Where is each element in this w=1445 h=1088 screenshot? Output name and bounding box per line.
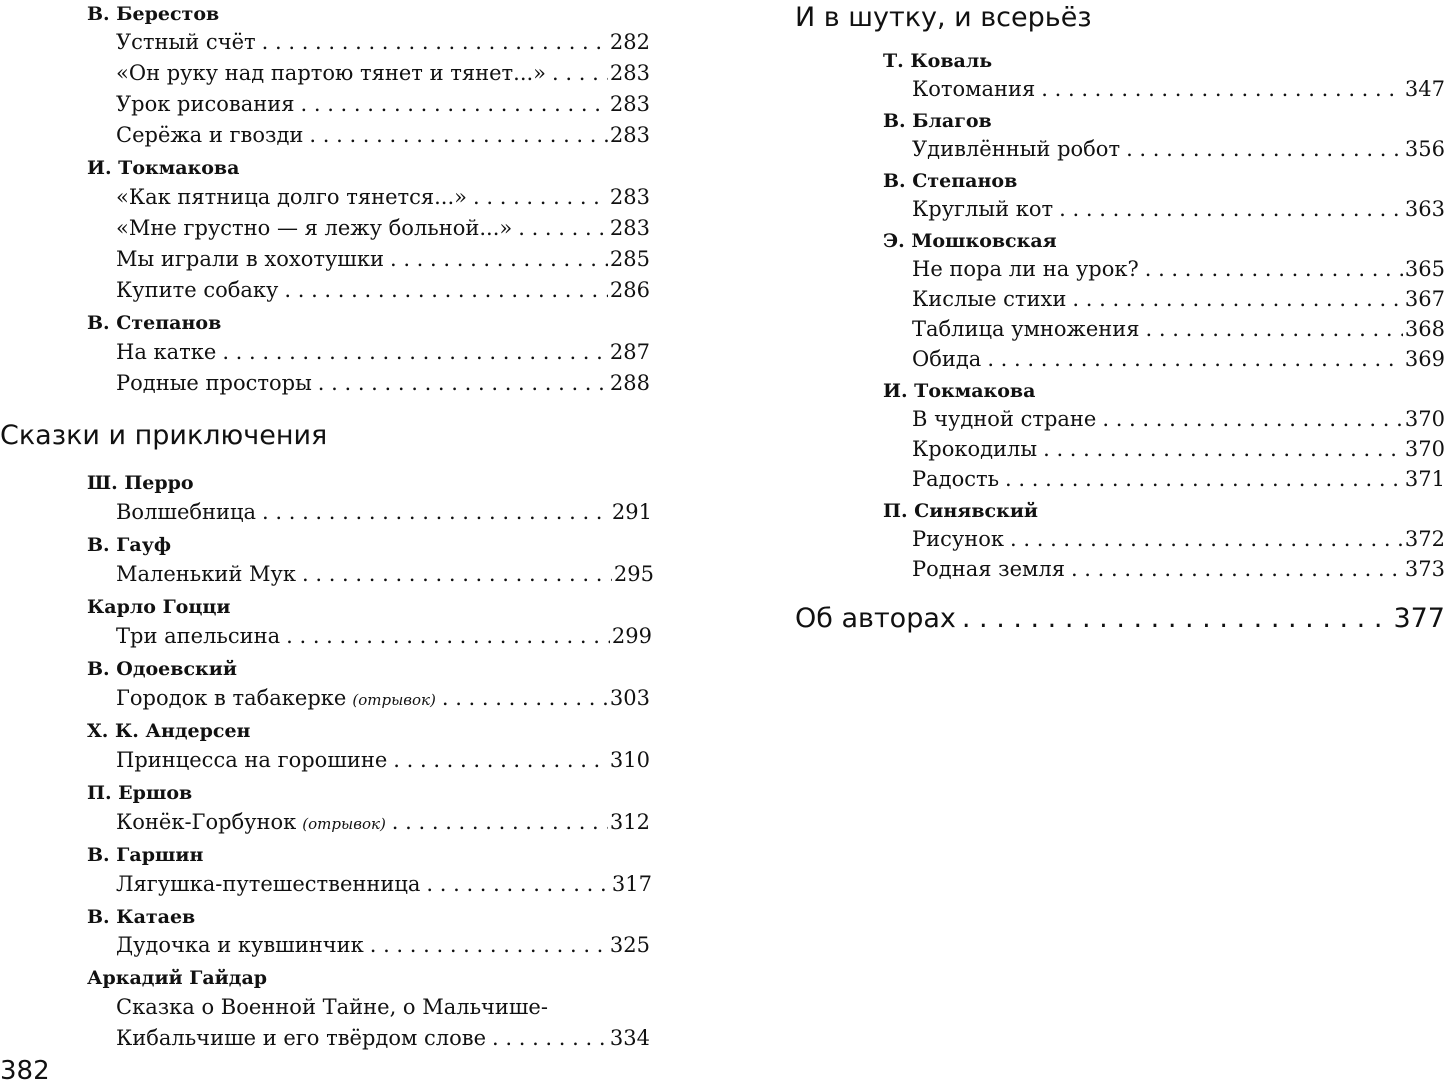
entry-title: Конёк-Горбунок <box>116 810 297 834</box>
section-title: И в шутку, и всерьёз <box>795 2 1092 33</box>
entry-title: Круглый кот <box>912 197 1054 221</box>
leader-dots <box>1041 76 1403 102</box>
entry-page: 365 <box>1404 257 1445 281</box>
toc-entry[interactable] <box>912 136 1445 162</box>
entry-page: 286 <box>609 278 650 302</box>
entry-page: 317 <box>611 872 652 896</box>
entry-title: Об авторах <box>795 603 956 634</box>
entry-title: Купите собаку <box>116 278 279 302</box>
entry-title: Лягушка-путешественница <box>116 872 421 896</box>
entry-title: Радость <box>912 467 1000 491</box>
toc-author: В. Степанов <box>87 312 222 334</box>
toc-entry[interactable] <box>912 286 1445 312</box>
entry-title: Удивлённый робот <box>912 137 1121 161</box>
leader-dots <box>1010 526 1403 552</box>
entry-title: Маленький Мук <box>116 562 296 586</box>
leader-dots <box>318 370 608 396</box>
toc-entry[interactable] <box>116 1025 650 1051</box>
toc-author: Ш. Перро <box>87 472 194 494</box>
entry-page: 369 <box>1404 347 1445 371</box>
entry-title: «Мне грустно — я лежу больной...» <box>116 216 513 240</box>
leader-dots <box>222 339 608 365</box>
toc-author: Т. Коваль <box>883 50 993 72</box>
entry-page: 283 <box>609 123 650 147</box>
entry-title: Принцесса на горошине <box>116 748 388 772</box>
leader-dots <box>552 60 608 86</box>
leader-dots <box>262 499 610 525</box>
entry-page: 288 <box>609 371 650 395</box>
toc-entry[interactable] <box>912 196 1445 222</box>
entry-page: 282 <box>609 30 650 54</box>
entry-title-line1[interactable]: Сказка о Военной Тайне, о Мальчише- <box>116 995 548 1019</box>
entry-title: Три апельсина <box>116 624 281 648</box>
entry-page: 283 <box>609 92 650 116</box>
leader-dots <box>1071 556 1403 582</box>
toc-entry[interactable] <box>912 346 1445 372</box>
toc-author: Аркадий Гайдар <box>87 967 268 989</box>
leader-dots <box>1145 256 1403 282</box>
leader-dots <box>309 122 608 148</box>
entry-page: 325 <box>609 933 650 957</box>
entry-title: «Он руку над партою тянет и тянет...» <box>116 61 547 85</box>
toc-entry[interactable] <box>116 339 650 365</box>
toc-entry[interactable] <box>912 556 1445 582</box>
entry-title: Не пора ли на урок? <box>912 257 1139 281</box>
section-title: Сказки и приключения <box>0 420 328 451</box>
leader-dots <box>1059 196 1403 222</box>
toc-entry[interactable] <box>912 466 1445 492</box>
entry-page: 371 <box>1404 467 1445 491</box>
entry-page: 299 <box>611 624 652 648</box>
toc-author: В. Степанов <box>883 170 1018 192</box>
leader-dots <box>962 603 1392 635</box>
entry-title: Рисунок <box>912 527 1005 551</box>
leader-dots <box>301 91 608 117</box>
toc-author: П. Ершов <box>87 782 193 804</box>
toc-author: В. Гаршин <box>87 844 204 866</box>
entry-title: Кибальчише и его твёрдом слове <box>116 1026 487 1050</box>
toc-entry[interactable] <box>116 277 650 303</box>
toc-entry[interactable] <box>116 932 650 958</box>
entry-title: Устный счёт <box>116 30 256 54</box>
leader-dots <box>426 871 610 897</box>
toc-author: В. Берестов <box>87 3 220 25</box>
entry-title: Волшебница <box>116 500 257 524</box>
toc-author: В. Благов <box>883 110 992 132</box>
entry-page: 303 <box>609 686 650 710</box>
leader-dots <box>390 246 608 272</box>
entry-title: Родная земля <box>912 557 1065 581</box>
entry-page: 283 <box>609 216 650 240</box>
toc-author: П. Синявский <box>883 500 1039 522</box>
toc-entry[interactable] <box>912 406 1445 432</box>
leader-dots <box>393 747 608 773</box>
leader-dots <box>1126 136 1403 162</box>
toc-author: В. Гауф <box>87 534 172 556</box>
entry-page: 367 <box>1404 287 1445 311</box>
toc-author: Э. Мошковская <box>883 230 1057 252</box>
entry-note: (отрывок) <box>352 691 436 709</box>
toc-entry[interactable] <box>116 747 650 773</box>
leader-dots <box>987 346 1403 372</box>
leader-dots <box>1146 316 1403 342</box>
toc-entry-about-authors[interactable] <box>795 603 1445 635</box>
entry-title: В чудной стране <box>912 407 1097 431</box>
toc-entry[interactable] <box>912 316 1445 342</box>
entry-note: (отрывок) <box>302 815 386 833</box>
entry-page: 370 <box>1404 407 1445 431</box>
entry-title: Обида <box>912 347 982 371</box>
toc-entry[interactable] <box>116 499 652 525</box>
entry-page: 347 <box>1404 77 1445 101</box>
toc-author: И. Токмакова <box>87 157 240 179</box>
entry-page: 334 <box>609 1026 650 1050</box>
toc-entry[interactable] <box>912 436 1445 462</box>
entry-page: 295 <box>613 562 654 586</box>
entry-page: 356 <box>1404 137 1445 161</box>
leader-dots <box>1102 406 1403 432</box>
toc-entry[interactable] <box>912 526 1445 552</box>
toc-entry[interactable] <box>116 91 650 117</box>
entry-page: 310 <box>609 748 650 772</box>
page-number: 382 <box>0 1056 50 1086</box>
entry-page: 372 <box>1404 527 1445 551</box>
entry-title: Котомания <box>912 77 1036 101</box>
toc-entry[interactable] <box>116 370 650 396</box>
entry-title: Кислые стихи <box>912 287 1067 311</box>
toc-entry[interactable] <box>116 29 650 55</box>
leader-dots <box>286 623 610 649</box>
toc-author: В. Одоевский <box>87 658 237 680</box>
entry-title: Крокодилы <box>912 437 1038 461</box>
leader-dots <box>302 561 612 587</box>
toc-author: И. Токмакова <box>883 380 1036 402</box>
toc-author: Х. К. Андерсен <box>87 720 251 742</box>
entry-page: 373 <box>1404 557 1445 581</box>
toc-entry[interactable] <box>116 809 650 837</box>
toc-author: В. Катаев <box>87 906 196 928</box>
leader-dots <box>392 809 608 835</box>
toc-entry[interactable] <box>116 246 650 272</box>
entry-page: 370 <box>1404 437 1445 461</box>
entry-page: 285 <box>609 247 650 271</box>
leader-dots <box>1072 286 1403 312</box>
entry-page: 312 <box>609 810 650 834</box>
toc-entry[interactable] <box>116 60 650 86</box>
leader-dots <box>442 685 608 711</box>
entry-title: Урок рисования <box>116 92 295 116</box>
entry-page: 377 <box>1393 603 1445 634</box>
entry-title: На катке <box>116 340 217 364</box>
entry-title: Родные просторы <box>116 371 312 395</box>
leader-dots <box>370 932 608 958</box>
entry-title: Серёжа и гвозди <box>116 123 304 147</box>
entry-title: Городок в табакерке <box>116 686 347 710</box>
leader-dots <box>262 29 608 55</box>
entry-page: 283 <box>609 185 650 209</box>
entry-page: 363 <box>1404 197 1445 221</box>
leader-dots <box>518 215 608 241</box>
entry-title: Таблица умножения <box>912 317 1140 341</box>
toc-entry[interactable] <box>116 623 652 649</box>
toc-entry[interactable] <box>116 561 654 587</box>
toc-entry[interactable] <box>912 76 1445 102</box>
entry-title: Мы играли в хохотушки <box>116 247 384 271</box>
toc-author: Карло Гоцци <box>87 596 231 618</box>
entry-title: «Как пятница долго тянется...» <box>116 185 468 209</box>
leader-dots <box>473 184 608 210</box>
leader-dots <box>1005 466 1403 492</box>
leader-dots <box>284 277 608 303</box>
toc-entry[interactable] <box>116 685 650 713</box>
toc-entry[interactable] <box>116 184 650 210</box>
entry-page: 291 <box>611 500 652 524</box>
leader-dots <box>1043 436 1403 462</box>
entry-page: 283 <box>609 61 650 85</box>
leader-dots <box>492 1025 608 1051</box>
entry-page: 287 <box>609 340 650 364</box>
toc-entry[interactable] <box>116 215 650 241</box>
toc-entry[interactable] <box>116 871 652 897</box>
toc-entry[interactable] <box>116 122 650 148</box>
toc-entry[interactable] <box>912 256 1445 282</box>
entry-title: Дудочка и кувшинчик <box>116 933 364 957</box>
entry-page: 368 <box>1404 317 1445 341</box>
